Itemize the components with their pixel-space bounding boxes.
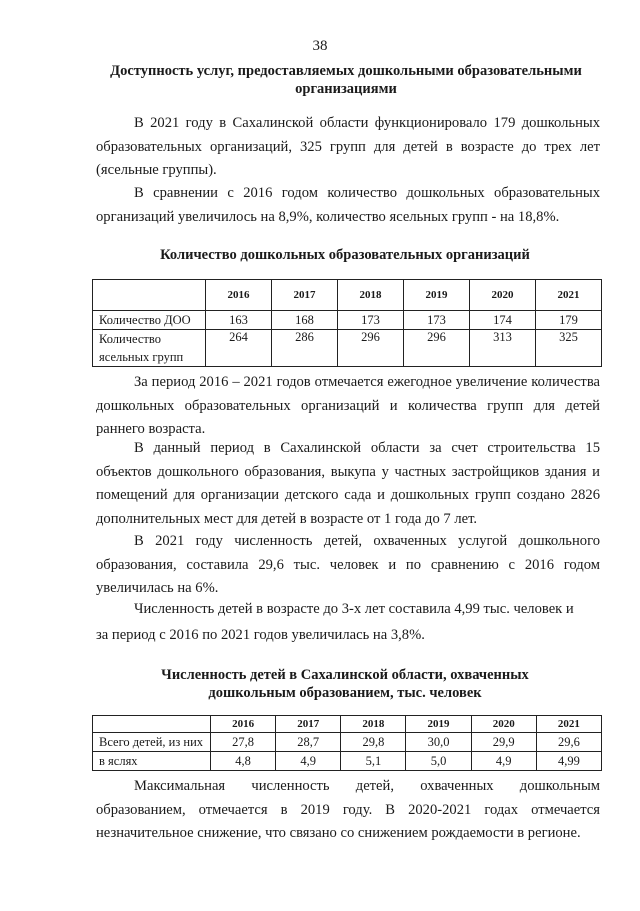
table-cell: 4,9 xyxy=(276,752,341,771)
table-cell: 29,9 xyxy=(471,733,536,752)
table-cell: 163 xyxy=(206,311,272,330)
table-header-year: 2019 xyxy=(406,716,471,733)
table-cell: 313 xyxy=(470,330,536,367)
paragraph-7: за период с 2016 по 2021 годов увеличилась на 3,8%. xyxy=(96,627,425,643)
paragraph-6: Численность детей в возрасте до 3-х лет составила 4,99 тыс. человек и xyxy=(134,601,574,617)
table-header-year: 2018 xyxy=(338,280,404,311)
table-header-year: 2017 xyxy=(272,280,338,311)
table-row xyxy=(93,752,602,771)
section-title: Доступность услуг, предоставляемых дошкольными образовательными организациями xyxy=(110,63,582,97)
table-header-row xyxy=(93,280,602,311)
table-header-year: 2018 xyxy=(341,716,406,733)
table-cell: 29,8 xyxy=(341,733,406,752)
table-header-year: 2016 xyxy=(211,716,276,733)
table-cell: 5,1 xyxy=(341,752,406,771)
paragraph-2: В сравнении с 2016 годом количество дошкольных образовательных организаций увеличилось на 8,9%, количество ясельных групп - на 18,8%. xyxy=(96,185,600,225)
table-cell: 174 xyxy=(470,311,536,330)
table-header-empty xyxy=(93,280,206,311)
table-cell: 4,9 xyxy=(471,752,536,771)
table-cell: 4,99 xyxy=(536,752,601,771)
paragraph-4: В данный период в Сахалинской области за счет строительства 15 объектов дошкольного образования, выкупа у частных застройщиков здания и помещений для организации детского сада и дошкольных групп создано 2826 дополнительных мест для детей в возрасте от 1 года до 7 лет. xyxy=(96,440,600,527)
table2-title: Численность детей в Сахалинской области, охваченных дошкольным образованием, тыс. человек xyxy=(161,667,529,701)
table-row xyxy=(93,311,602,330)
table-cell: 325 xyxy=(536,330,602,367)
table-cell: 296 xyxy=(338,330,404,367)
table-cell: 30,0 xyxy=(406,733,471,752)
table-header-year: 2020 xyxy=(471,716,536,733)
page-number: 38 xyxy=(312,38,328,54)
table-cell: 5,0 xyxy=(406,752,471,771)
table-cell: 27,8 xyxy=(211,733,276,752)
table-header-year: 2019 xyxy=(404,280,470,311)
row-label: Количество ясельных групп xyxy=(93,330,206,367)
table-header-year: 2017 xyxy=(276,716,341,733)
table-cell: 173 xyxy=(404,311,470,330)
table-header-year: 2020 xyxy=(470,280,536,311)
paragraph-3: За период 2016 – 2021 годов отмечается ежегодное увеличение количества дошкольных образовательных организаций и количества групп для детей раннего возраста. xyxy=(96,374,600,437)
paragraph-1: В 2021 году в Сахалинской области функционировало 179 дошкольных образовательных организаций, 325 групп для детей в возрасте до трех лет (ясельные группы). xyxy=(96,115,600,178)
table-cell: 296 xyxy=(404,330,470,367)
table-cell: 4,8 xyxy=(211,752,276,771)
table1-title: Количество дошкольных образовательных организаций xyxy=(160,247,530,263)
table-row xyxy=(93,330,602,367)
table-header-year: 2021 xyxy=(536,280,602,311)
table-children-count xyxy=(92,715,602,771)
table-header-year: 2016 xyxy=(206,280,272,311)
row-label: в яслях xyxy=(93,752,211,771)
table-row xyxy=(93,733,602,752)
table-header-row xyxy=(93,716,602,733)
table-cell: 168 xyxy=(272,311,338,330)
table-cell: 28,7 xyxy=(276,733,341,752)
table-doo-count xyxy=(92,279,602,367)
paragraph-5: В 2021 году численность детей, охваченных услугой дошкольного образования, составила 29,6 тыс. человек и по сравнению с 2016 годом увеличилась на 6%. xyxy=(96,533,600,596)
table-cell: 173 xyxy=(338,311,404,330)
row-label: Всего детей, из них xyxy=(93,733,211,752)
table-cell: 29,6 xyxy=(536,733,601,752)
table-cell: 264 xyxy=(206,330,272,367)
table-cell: 179 xyxy=(536,311,602,330)
table-cell: 286 xyxy=(272,330,338,367)
table-header-year: 2021 xyxy=(536,716,601,733)
paragraph-8: Максимальная численность детей, охваченных дошкольным образованием, отмечается в 2019 году. В 2020-2021 годах отмечается незначительное снижение, что связано со снижением рождаемости в регионе. xyxy=(96,778,600,841)
table-header-empty xyxy=(93,716,211,733)
row-label: Количество ДОО xyxy=(93,311,206,330)
